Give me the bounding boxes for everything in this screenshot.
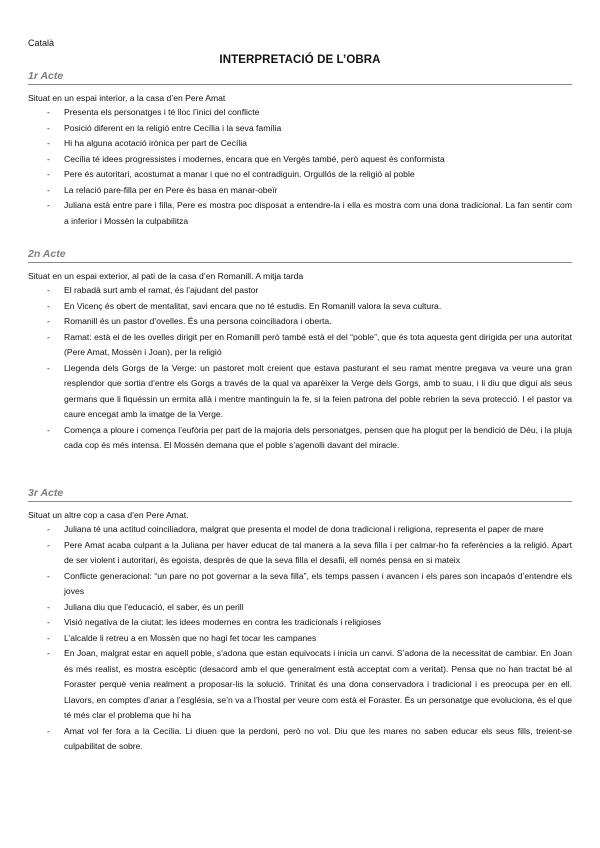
list-item: - El rabadà surt amb el ramat, és l’ajudant del pastor bbox=[28, 283, 572, 299]
act-heading: 1r Acte bbox=[28, 70, 572, 85]
list-item: - Visió negativa de la ciutat: les idees modernes en contra les tradicionals i religioses bbox=[28, 615, 572, 631]
act-items-list bbox=[28, 105, 572, 229]
list-item: - Llegenda dels Gorgs de la Verge: un pastoret molt creient que estava pasturant el seu ramat mentre pregava va veure una gran resplendor que sortia d’entre els Gorgs a través de la qual va aparèixer la Verge dels Gorgs, amb to suau, i li diu que digui als seus germans que li fiquéssin un ermita allà i mentre mantinguin la fe, si la feien patrona del poble rebrien la seva protecció. I el pastor va caure encegat amb la imatge de la Verge. bbox=[28, 361, 572, 423]
list-item: - Pere Amat acaba culpant a la Juliana per haver educat de tal manera a la seva filla i per calmar-ho fa referències a la religió. Apart de ser violent i autoritari, és egoista, desprès de que la seva filla el desafii, ell només pensa en si mateix bbox=[28, 538, 572, 569]
list-item: - Conflicte generacional: “un pare no pot governar a la seva filla”, els temps passen i avancen i els pares son incapaós d’entendre els joves bbox=[28, 569, 572, 600]
list-item: - Posició diferent en la religió entre Cecília i la seva família bbox=[28, 121, 572, 137]
list-item: - Juliana té una actitud coinciliadora, malgrat que presenta el model de dona tradicional i religiona, representa el paper de mare bbox=[28, 522, 572, 538]
list-item: - Romanill és un pastor d’ovelles. És una persona coinciliadora i oberta. bbox=[28, 314, 572, 330]
list-item: - En Vicenç és obert de mentalitat, savi encara que no té estudis. En Romanill valora la seva cultura. bbox=[28, 299, 572, 315]
subject-label: Català bbox=[28, 38, 55, 48]
list-item: - Pere és autoritari, acostumat a manar i que no el contradiguin. Orgullós de la religió al poble bbox=[28, 167, 572, 183]
act-heading: 2n Acte bbox=[28, 248, 572, 263]
list-item: - Comença a ploure i comença l’eufòria per part de la majoria dels personatges, pensen que ha plogut per la bendició de Déu, i la pluja cada cop és més intensa. El Mossèn demana que el poble s’agenolli davant del miracle. bbox=[28, 423, 572, 454]
act-section-1 bbox=[28, 70, 572, 229]
act-items-list bbox=[28, 283, 572, 454]
list-item: - La relació pare-filla per en Pere és basa en manar-obeïr bbox=[28, 183, 572, 199]
act-section-3 bbox=[28, 487, 572, 755]
list-item: - Ramat: està el de les ovelles dirigit per en Romanill però també està el del “poble”, que és tota aquesta gent dirigida per una autoritat (Pere Amat, Mossèn i Joan), per la religió bbox=[28, 330, 572, 361]
list-item: - Hi ha alguna acotació irònica per part de Cecília bbox=[28, 136, 572, 152]
page-title: INTERPRETACIÓ DE L’OBRA bbox=[219, 54, 381, 66]
list-item: - En Joan, malgrat estar en aquell poble, s’adona que estan equivocats i inicia un canvi. S’adona de la necessitat de cambiar. En Joan és més realist, es mostra escèptic (desacord amb el que generalment està acceptat com a veritat). Pensa que no han tractat bé al Foraster perquè venia realment a proposar-lis la solució. Trinitat és una dona conservadora i tradicional i es preocupa per en ell. Llavors, en comptes d’anar a l’església, se’n va a l’hostal per veure com està el Foraster. És un personatge que evoluciona, és el que té més clar el problema que hi ha bbox=[28, 646, 572, 724]
act-intro: Situat en un espai exterior, al pati de la casa d’en Romanill. A mitja tarda bbox=[28, 271, 304, 281]
list-item: - Juliana diu que l’educació, el saber, és un perill bbox=[28, 600, 572, 616]
act-heading: 3r Acte bbox=[28, 487, 572, 502]
act-intro: Situat en un espai interior, a la casa d’en Pere Amat bbox=[28, 93, 226, 103]
act-items-list bbox=[28, 522, 572, 755]
act-section-2 bbox=[28, 248, 572, 454]
list-item: - Cecília té idees progressistes i modernes, encara que en Vergès també, però aquest és conformista bbox=[28, 152, 572, 168]
list-item: - Amat vol fer fora a la Cecília. Li diuen que la perdoni, però no vol. Diu que les mares no saben educar els seus fills, treient-se culpabilitat de sobre. bbox=[28, 724, 572, 755]
list-item: - Juliana està entre pare i filla, Pere es mostra poc disposat a entendre-la i ella es mostra com una dona tradicional. La fan sentir com a inferior i Mossèn la culpabilitza bbox=[28, 198, 572, 229]
list-item: - L’alcalde li retreu a en Mossèn que no hagi fet tocar les campanes bbox=[28, 631, 572, 647]
act-intro: Situat un altre cop a casa d’en Pere Amat. bbox=[28, 510, 189, 520]
list-item: - Presenta els personatges i té lloc l’inici del conflicte bbox=[28, 105, 572, 121]
